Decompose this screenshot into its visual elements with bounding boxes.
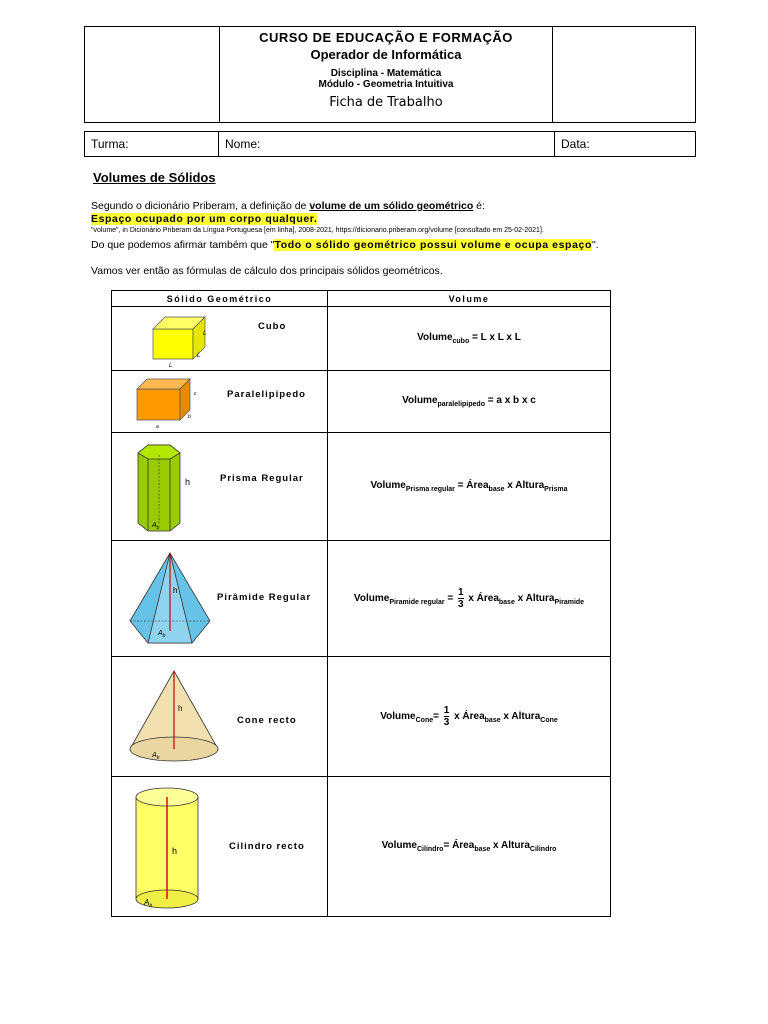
student-info-row [84, 131, 696, 157]
section-title: Volumes de Sólidos [93, 170, 216, 185]
f-pre: Volume [417, 332, 453, 343]
pyramid-label-ab: $A_b$ [158, 630, 166, 639]
header-solid: Sólido Geométrico [112, 291, 328, 307]
numerator: 1 [457, 587, 464, 598]
cylinder-label-h: h [172, 846, 178, 856]
f-mid2: x Altura [500, 711, 541, 723]
f-eq: = [433, 711, 442, 723]
f-sub2: base [498, 599, 515, 607]
intro3-text: Do que podemos afirmar também que " [91, 239, 275, 251]
f-mid2: x Altura [514, 593, 555, 605]
cube-label-l2: L [197, 353, 201, 359]
module-label: Módulo - Geometria Intuitiva [318, 79, 454, 90]
f-sub3: Piramide [554, 599, 585, 607]
f-sub3: Prisma [544, 486, 568, 493]
para-label-b: b [188, 414, 191, 420]
table-row [112, 777, 611, 917]
f-sub: Piramide regular [389, 599, 445, 607]
f-mid: x Área [451, 711, 485, 723]
prism-figure [130, 435, 220, 540]
header-right-cell [552, 27, 695, 122]
intro-text: Segundo o dicionário Priberam, a definição de [91, 200, 310, 212]
formula-cube [328, 307, 611, 371]
table-row [112, 657, 611, 777]
para-label-a: a [156, 424, 159, 430]
statement-highlight: Todo o sólido geométrico possui volume e ocupa espaço [274, 239, 592, 251]
formula-pyramid [328, 541, 611, 657]
cube-label-l1: L [203, 331, 207, 337]
solid-name-cube: Cubo [258, 321, 287, 332]
f-sub3: Cilindro [529, 846, 557, 853]
solid-cell [112, 433, 328, 541]
solid-cell [112, 307, 328, 371]
f-mid2: x Altura [490, 840, 530, 851]
volumes-table [111, 290, 611, 917]
intro-text-end: é: [473, 200, 485, 212]
solid-cell [112, 777, 328, 917]
denominator: 3 [457, 599, 464, 610]
f-sub: Cilindro [417, 846, 444, 853]
intro3-text-end: ". [591, 239, 599, 251]
f-sub: Prisma regular [405, 486, 455, 493]
table-row [112, 307, 611, 371]
f-post: = a x b x c [484, 395, 536, 406]
para-label-c: c [194, 391, 197, 397]
definition-highlight: Espaço ocupado por um corpo qualquer. [91, 213, 318, 225]
f-mid: = Área [454, 480, 489, 491]
solid-name-prism: Prisma Regular [220, 473, 304, 484]
solid-name-cylinder: Cilindro recto [229, 841, 305, 852]
pyramid-label-h: h [173, 586, 178, 595]
solid-name-parallelepiped: Paralelipipedo [227, 389, 306, 400]
class-field[interactable]: Turma: [85, 132, 219, 156]
intro-line-4: Vamos ver então as fórmulas de cálculo dos principais sólidos geométricos. [91, 265, 443, 277]
f-sub2: base [484, 717, 501, 725]
base-subscript: b [162, 633, 166, 639]
course-title: CURSO DE EDUCAÇÃO E FORMAÇÃO [259, 30, 513, 45]
cylinder-figure [130, 779, 220, 915]
prism-label-h: h [185, 477, 191, 487]
cylinder-label-ab: $A_b$ [144, 898, 153, 909]
solid-name-cone: Cone recto [237, 715, 297, 726]
f-pre: Volume [353, 593, 390, 605]
header-title-cell [220, 27, 552, 122]
f-sub: Cone [415, 717, 434, 725]
formula-cylinder [328, 777, 611, 917]
formula-prism [328, 433, 611, 541]
cube-figure [137, 307, 237, 371]
pyramid-figure [120, 543, 220, 655]
f-pre: Volume [380, 711, 416, 723]
parallelepiped-figure [130, 371, 230, 431]
name-field[interactable]: Nome: [219, 132, 555, 156]
table-row [112, 371, 611, 433]
program-title: Operador de Informática [310, 47, 462, 62]
formula-parallelepiped [328, 371, 611, 433]
intro-line-1 [91, 200, 485, 212]
f-mid: = Área [443, 840, 475, 851]
cone-label-h: h [178, 704, 183, 713]
solid-name-pyramid: Pirâmide Regular [217, 592, 312, 603]
table-row [112, 541, 611, 657]
intro-bold-term: volume de um sólido geométrico [309, 200, 474, 212]
solid-cell [112, 541, 328, 657]
intro-line-3 [91, 239, 599, 251]
solid-cell [112, 657, 328, 777]
cone-figure [124, 659, 224, 775]
header-left-cell [85, 27, 220, 122]
f-eq: = [444, 593, 456, 605]
f-sub2: base [474, 846, 491, 853]
table-row [112, 433, 611, 541]
sheet-title: Ficha de Trabalho [329, 95, 443, 110]
header-volume: Volume [328, 291, 611, 307]
formula-cone [328, 657, 611, 777]
f-mid: x Área [465, 593, 499, 605]
f-sub2: base [488, 486, 505, 493]
f-sub: paralelipipedo [437, 401, 485, 408]
solid-cell [112, 371, 328, 433]
fraction [458, 587, 464, 610]
base-subscript: b [156, 755, 160, 761]
base-subscript: b [156, 525, 160, 531]
prism-label-ab: $A_b$ [152, 522, 160, 531]
f-sub: cubo [452, 338, 470, 345]
cube-label-l3: L [169, 363, 173, 369]
date-field[interactable]: Data: [561, 137, 590, 151]
f-pre: Volume [370, 480, 406, 491]
fraction [444, 705, 450, 728]
cone-label-ab: $A_b$ [152, 752, 160, 761]
f-pre: Volume [381, 840, 417, 851]
subject-label: Disciplina - Matemática [330, 68, 442, 79]
f-pre: Volume [402, 395, 438, 406]
numerator: 1 [443, 705, 450, 716]
citation: "volume", in Dicionário Priberam da Língua Portuguesa [em linha], 2008-2021, https://dicionario.priberam.org/volume [consultado em 25-02-2021]. [91, 227, 544, 234]
base-subscript: b [149, 903, 153, 909]
denominator: 3 [443, 717, 450, 728]
f-post: = L x L x L [469, 332, 521, 343]
f-sub3: Cone [540, 717, 558, 725]
f-mid2: x Altura [504, 480, 545, 491]
document-header [84, 26, 696, 123]
